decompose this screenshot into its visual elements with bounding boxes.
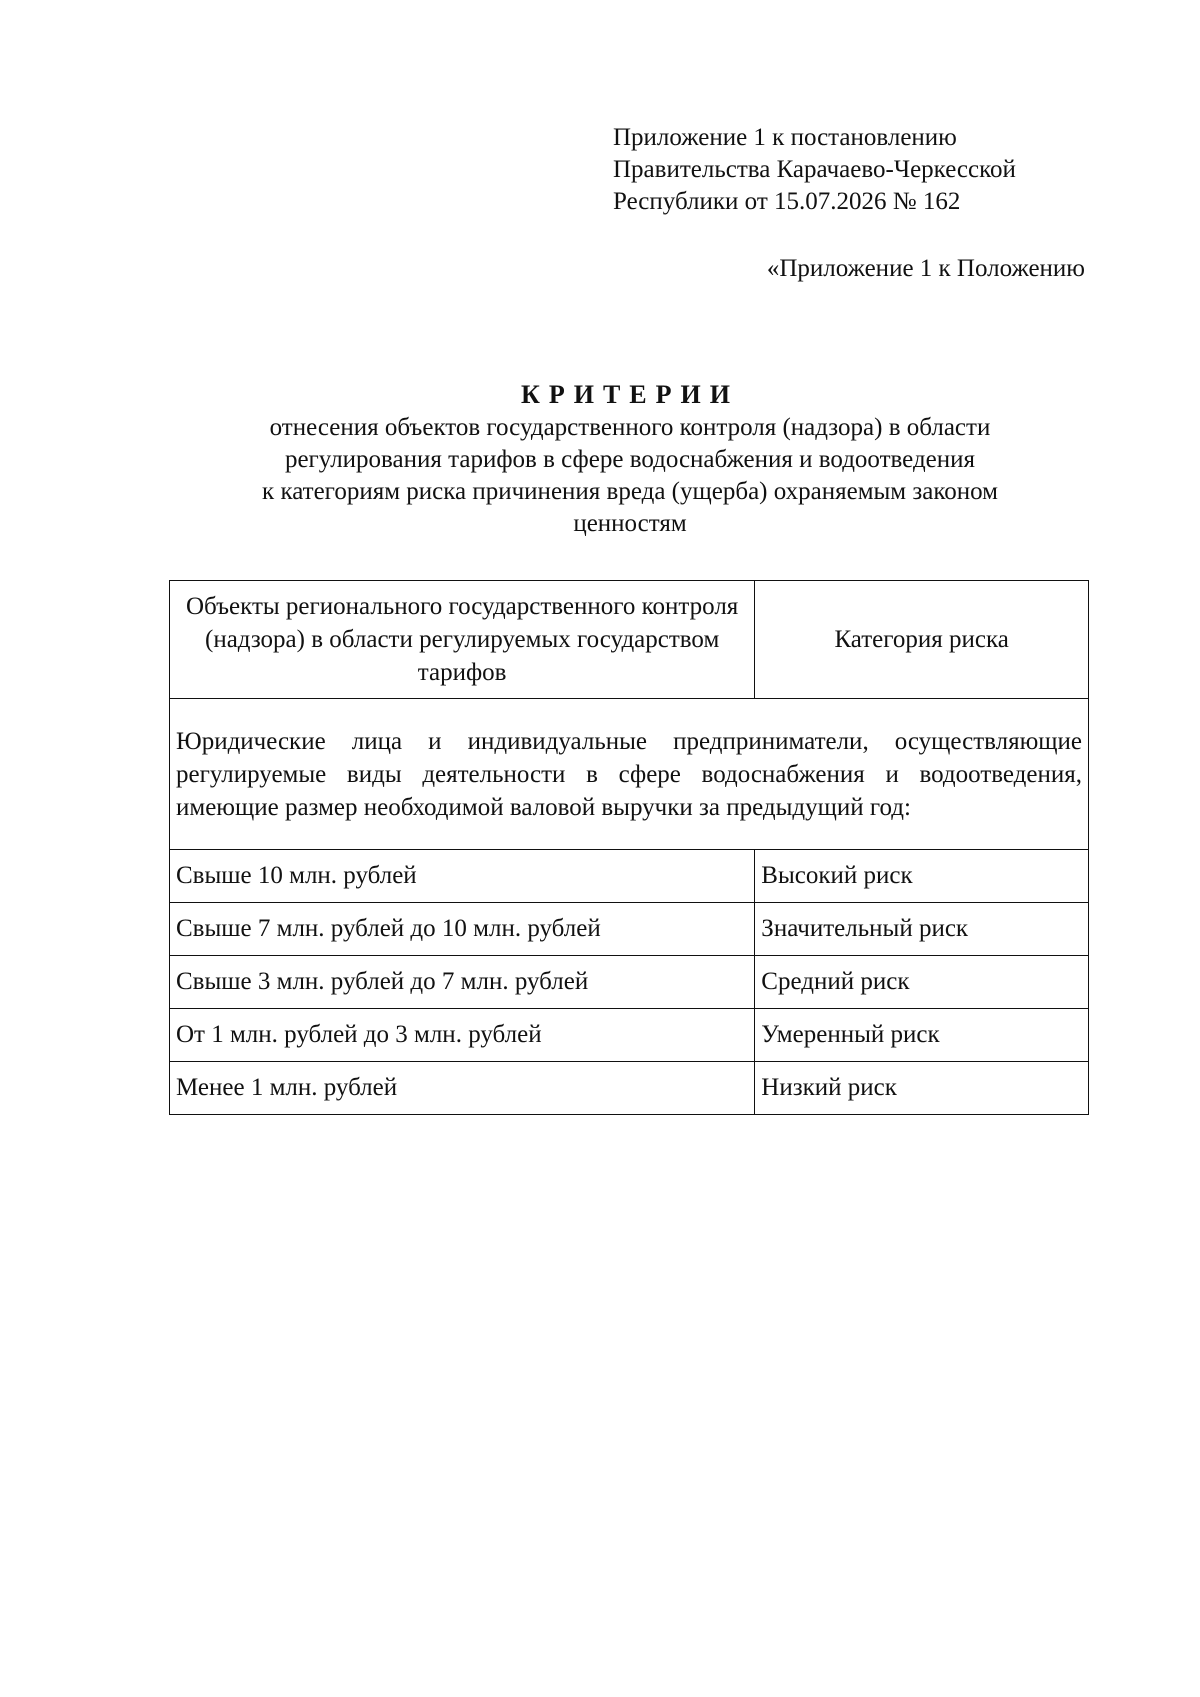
row-revenue-threshold: Свыше 3 млн. рублей до 7 млн. рублей	[170, 956, 755, 1009]
risk-criteria-table	[169, 580, 1089, 1115]
table-row	[170, 956, 1089, 1009]
row-revenue-threshold: Свыше 7 млн. рублей до 10 млн. рублей	[170, 903, 755, 956]
row-risk-category: Умеренный риск	[755, 1009, 1089, 1062]
table-row	[170, 850, 1089, 903]
row-revenue-threshold: Менее 1 млн. рублей	[170, 1062, 755, 1115]
appendix-line: Правительства Карачаево-Черкесской	[613, 156, 1016, 183]
row-risk-category: Средний риск	[755, 956, 1089, 1009]
table-header-row	[170, 581, 1089, 699]
row-risk-category: Высокий риск	[755, 850, 1089, 903]
document-subtitle	[170, 412, 1090, 540]
table-row	[170, 1062, 1089, 1115]
subtitle-line: отнесения объектов государственного контроля (надзора) в области	[269, 414, 991, 441]
header-risk-category: Категория риска	[755, 581, 1089, 699]
table-row	[170, 1009, 1089, 1062]
row-risk-category: Низкий риск	[755, 1062, 1089, 1115]
row-risk-category: Значительный риск	[755, 903, 1089, 956]
row-revenue-threshold: От 1 млн. рублей до 3 млн. рублей	[170, 1009, 755, 1062]
row-revenue-threshold: Свыше 10 млн. рублей	[170, 850, 755, 903]
regulation-appendix-reference: «Приложение 1 к Положению	[766, 255, 1085, 282]
subtitle-line: ценностям	[573, 510, 687, 537]
table-row	[170, 903, 1089, 956]
subtitle-line: к категориям риска причинения вреда (ущерба) охраняемым законом	[262, 478, 998, 505]
header-objects: Объекты регионального государственного контроля (надзора) в области регулируемых государством тарифов	[170, 581, 755, 699]
appendix-line: Республики от 15.07.2026 № 162	[613, 188, 961, 215]
group-description: Юридические лица и индивидуальные предприниматели, осуществляющие регулируемые виды деятельности в сфере водоснабжения и водоотведения, имеющие размер необходимой валовой выручки за предыдущий год:	[170, 699, 1089, 850]
title-block	[170, 378, 1090, 540]
subtitle-line: регулирования тарифов в сфере водоснабжения и водоотведения	[284, 446, 976, 473]
table-group-row	[170, 699, 1089, 850]
document-title: КРИТЕРИИ	[521, 380, 739, 409]
appendix-reference	[613, 122, 1016, 218]
appendix-line: Приложение 1 к постановлению	[613, 124, 957, 151]
